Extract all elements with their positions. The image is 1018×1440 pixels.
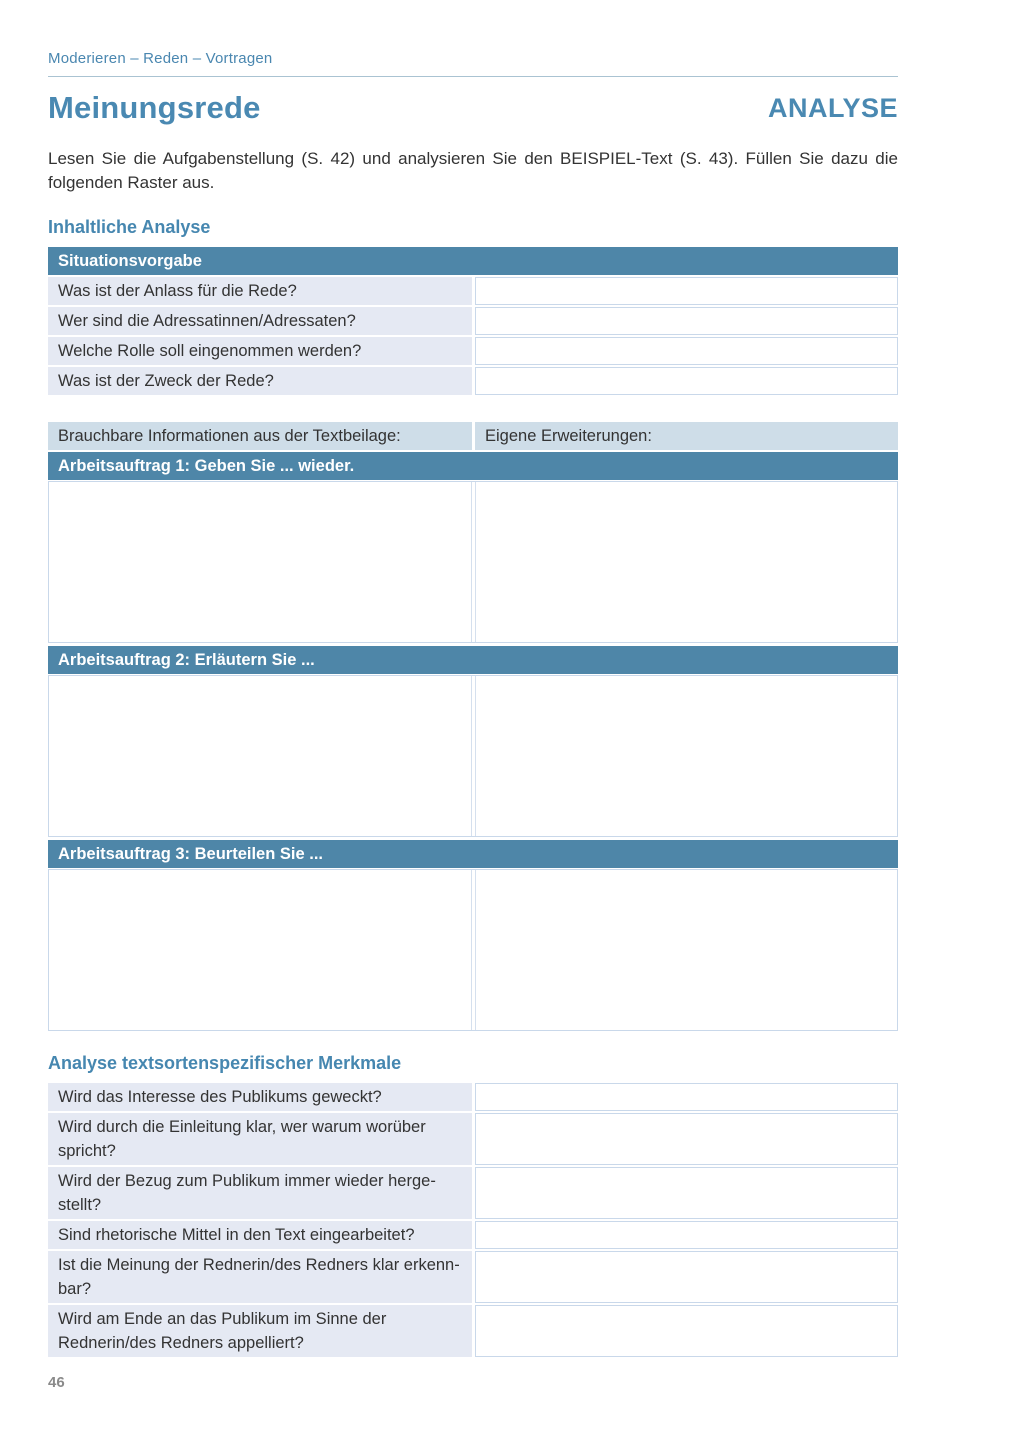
answer-cell[interactable] [475,1305,898,1357]
page-subtitle: ANALYSE [767,93,898,123]
table-row [48,1083,898,1111]
work-area-3 [48,869,898,1031]
table-row [48,1305,898,1357]
question-cell: Was ist der Anlass für die Rede? [48,277,472,305]
breadcrumb: Moderieren – Reden – Vortragen [48,50,898,77]
answer-cell[interactable] [475,337,898,365]
table-row [48,307,898,335]
answer-cell[interactable] [475,1083,898,1111]
work-area-left[interactable] [49,676,472,836]
work-area-right[interactable] [475,870,897,1030]
features-table [48,1083,898,1357]
page-number: 46 [48,1374,65,1391]
situation-table [48,247,898,395]
table-row [48,277,898,305]
answer-cell[interactable] [475,1251,898,1303]
answer-cell[interactable] [475,367,898,395]
intro-paragraph: Lesen Sie die Aufgabenstellung (S. 42) und analysieren Sie den BEISPIEL-Text (S. 43). Füllen Sie dazu die folgenden Raster aus. [48,149,898,192]
answer-cell[interactable] [475,1167,898,1219]
work-area-right[interactable] [475,676,897,836]
question-cell: Ist die Meinung der Rednerin/des Redners klar erkennbar? [48,1251,472,1303]
work-band-1: Arbeitsauftrag 1: Geben Sie ... wieder. [48,452,898,480]
work-area-left[interactable] [49,482,472,642]
answer-cell[interactable] [475,307,898,335]
table-row [48,1113,898,1165]
work-band-3: Arbeitsauftrag 3: Beurteilen Sie ... [48,840,898,868]
work-area-2 [48,675,898,837]
work-area-1 [48,481,898,643]
title-row [48,90,898,126]
table-row [48,367,898,395]
table-row [48,1251,898,1303]
work-area-left[interactable] [49,870,472,1030]
question-cell: Welche Rolle soll eingenommen werden? [48,337,472,365]
question-cell: Sind rhetorische Mittel in den Text eingearbeitet? [48,1221,472,1249]
question-cell: Wird am Ende an das Publikum im Sinne der Rednerin/des Redners appelliert? [48,1305,472,1357]
question-cell: Was ist der Zweck der Rede? [48,367,472,395]
question-cell: Wer sind die Adressatinnen/Adressaten? [48,307,472,335]
work-table-column-headers [48,422,898,450]
page-title: Meinungsrede [48,90,261,125]
question-cell: Wird das Interesse des Publikums geweckt? [48,1083,472,1111]
answer-cell[interactable] [475,1221,898,1249]
work-area-right[interactable] [475,482,897,642]
work-table [48,422,898,1031]
answer-cell[interactable] [475,1113,898,1165]
section-heading-features: Analyse textsortenspezifischer Merkmale [48,1053,402,1073]
column-header-left: Brauchbare Informationen aus der Textbeilage: [48,422,472,450]
section-heading-content-analysis: Inhaltliche Analyse [48,217,211,237]
column-header-right: Eigene Erweiterungen: [475,422,898,450]
question-cell: Wird der Bezug zum Publikum immer wieder hergestellt? [48,1167,472,1219]
table-row [48,1167,898,1219]
question-cell: Wird durch die Einleitung klar, wer warum worüber spricht? [48,1113,472,1165]
worksheet-page [48,0,898,1391]
situation-table-header: Situationsvorgabe [48,247,898,275]
table-row [48,1221,898,1249]
answer-cell[interactable] [475,277,898,305]
table-row [48,337,898,365]
work-band-2: Arbeitsauftrag 2: Erläutern Sie ... [48,646,898,674]
